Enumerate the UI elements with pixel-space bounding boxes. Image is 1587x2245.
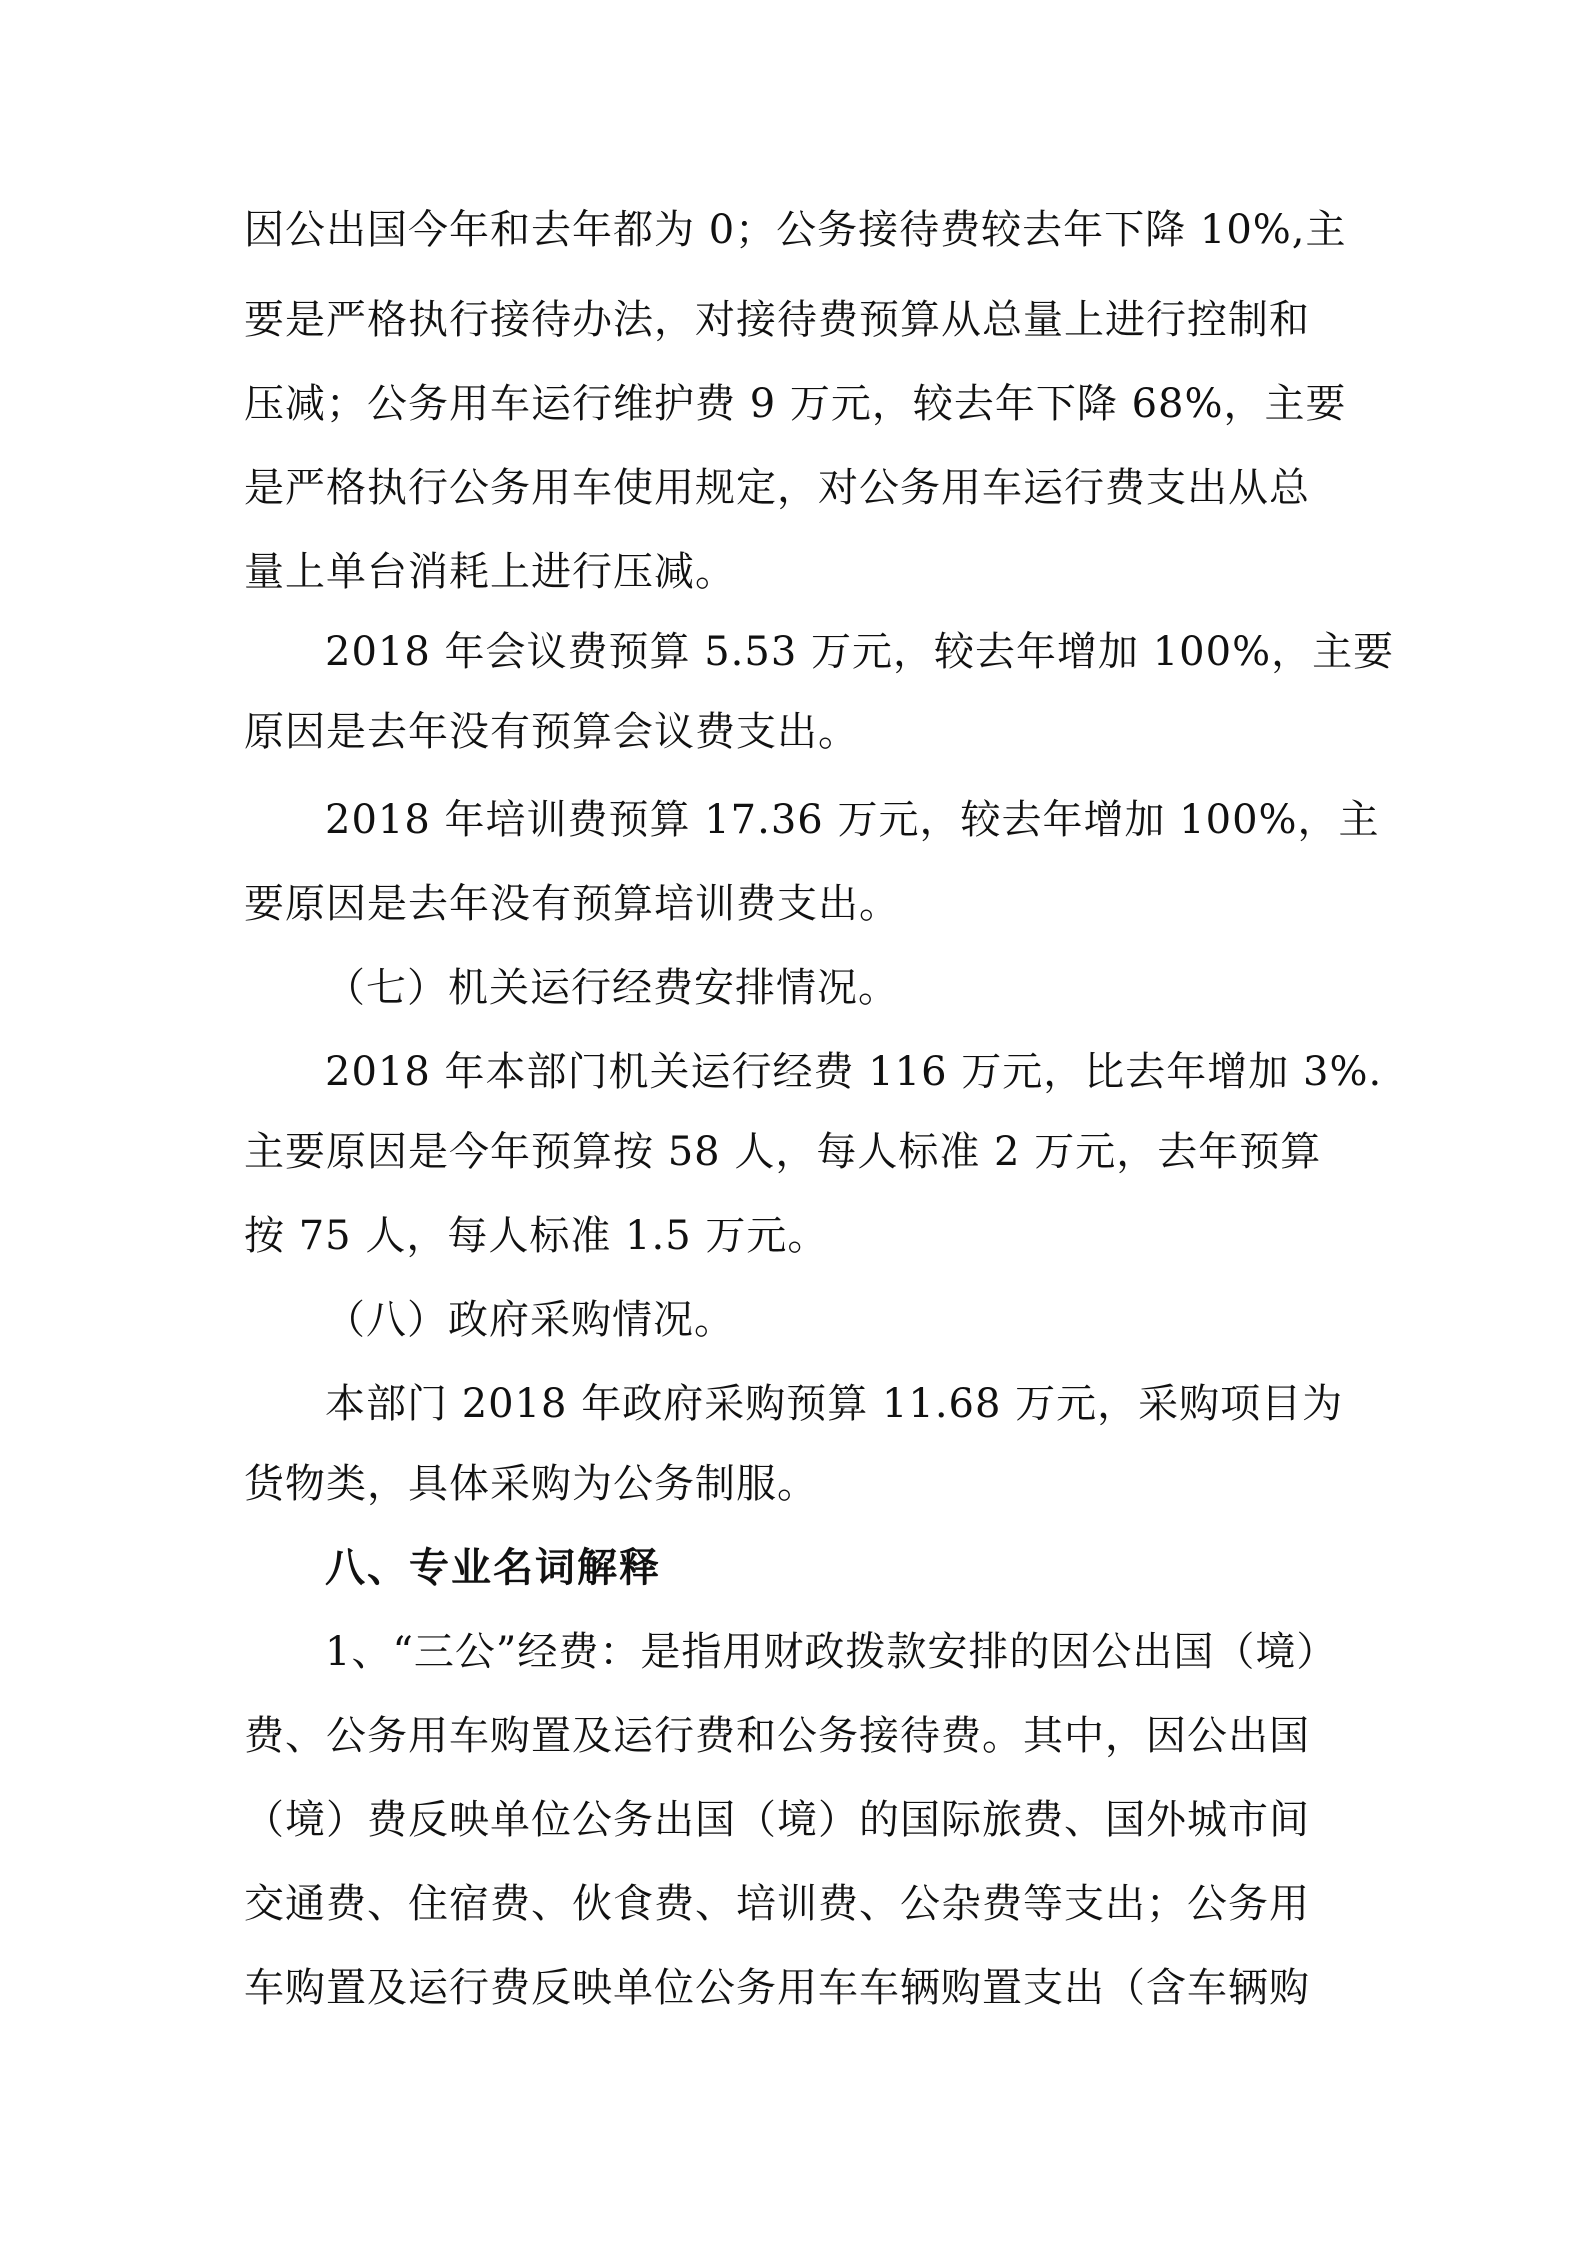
text-line-11: 2018 年本部门机关运行经费 116 万元，比去年增加 3%. bbox=[325, 1049, 1383, 1095]
text-line-10: （七）机关运行经费安排情况。 bbox=[325, 965, 899, 1011]
text-line-6: 2018 年会议费预算 5.53 万元，较去年增加 100%，主要 bbox=[325, 629, 1395, 675]
text-line-1: 因公出国今年和去年都为 0；公务接待费较去年下降 10%,主 bbox=[244, 207, 1347, 253]
text-line-4: 是严格执行公务用车使用规定，对公务用车运行费支出从总 bbox=[244, 465, 1310, 511]
text-line-8: 2018 年培训费预算 17.36 万元，较去年增加 100%，主 bbox=[325, 797, 1380, 843]
text-line-9: 要原因是去年没有预算培训费支出。 bbox=[244, 881, 900, 927]
text-line-18: 1、“三公”经费：是指用财政拨款安排的因公出国（境） bbox=[325, 1629, 1338, 1675]
text-line-12: 主要原因是今年预算按 58 人，每人标准 2 万元，去年预算 bbox=[244, 1129, 1322, 1175]
text-line-13: 按 75 人，每人标准 1.5 万元。 bbox=[244, 1213, 829, 1259]
section-heading: 八、专业名词解释 bbox=[325, 1545, 661, 1591]
text-line-3: 压减；公务用车运行维护费 9 万元，较去年下降 68%，主要 bbox=[244, 381, 1347, 427]
text-line-20: （境）费反映单位公务出国（境）的国际旅费、国外城市间 bbox=[244, 1797, 1310, 1843]
text-line-2: 要是严格执行接待办法，对接待费预算从总量上进行控制和 bbox=[244, 297, 1310, 343]
text-line-5: 量上单台消耗上进行压减。 bbox=[244, 549, 736, 595]
text-line-21: 交通费、住宿费、伙食费、培训费、公杂费等支出；公务用 bbox=[244, 1881, 1310, 1927]
text-line-15: 本部门 2018 年政府采购预算 11.68 万元，采购项目为 bbox=[325, 1381, 1344, 1427]
text-line-22: 车购置及运行费反映单位公务用车车辆购置支出（含车辆购 bbox=[244, 1965, 1310, 2011]
text-line-7: 原因是去年没有预算会议费支出。 bbox=[244, 709, 859, 755]
text-line-14: （八）政府采购情况。 bbox=[325, 1297, 735, 1343]
text-line-19: 费、公务用车购置及运行费和公务接待费。其中，因公出国 bbox=[244, 1713, 1310, 1759]
text-line-16: 货物类，具体采购为公务制服。 bbox=[244, 1461, 818, 1507]
